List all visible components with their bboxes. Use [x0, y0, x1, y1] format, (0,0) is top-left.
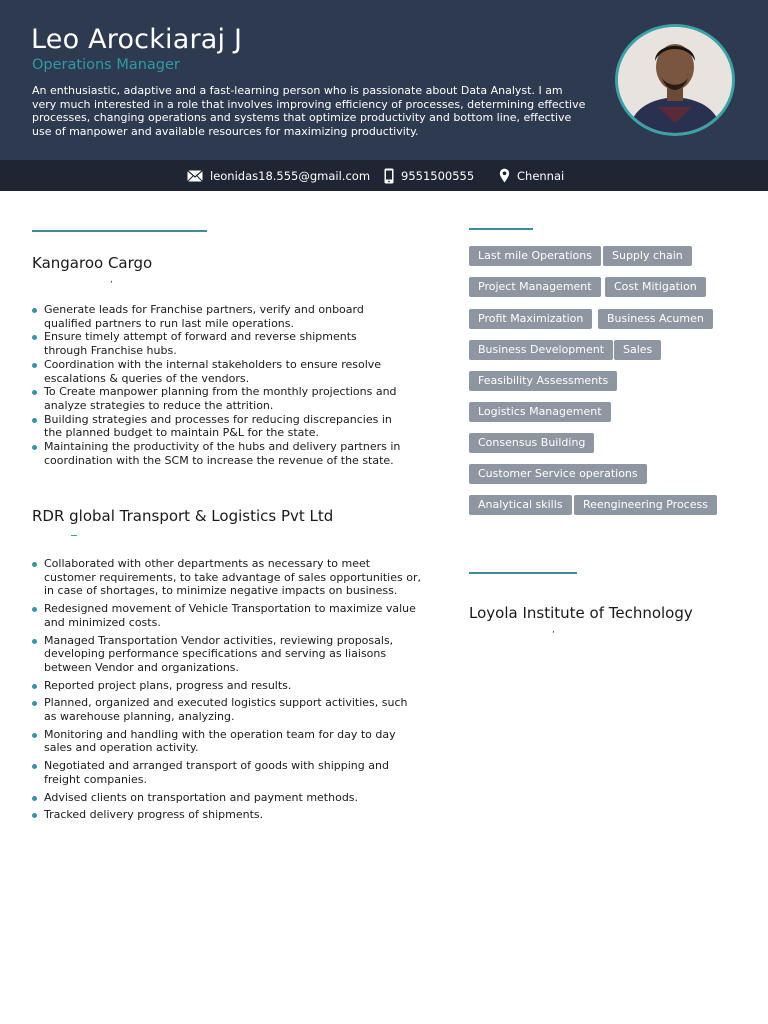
list-item: Generate leads for Franchise partners, verify and onboard qualified partners to run last mile operations.: [32, 303, 402, 330]
skill-chip: Consensus Building: [469, 433, 594, 453]
skills-section-rule: [469, 228, 533, 230]
location-text: Chennai: [517, 168, 565, 183]
list-item: Monitoring and handling with the operation team for day to day sales and operation activity.: [32, 728, 422, 755]
email-text: leonidas18.555@gmail.com: [210, 168, 371, 183]
list-item: Coordination with the internal stakeholders to ensure resolve escalations & queries of the vendors.: [32, 358, 402, 385]
skill-chip: Business Acumen: [598, 309, 713, 329]
contact-email[interactable]: [187, 160, 370, 191]
profile-summary: An enthusiastic, adaptive and a fast-learning person who is passionate about Data Analyst. I am very much interested in a role that involves improving efficiency of processes, determining effective processes, changing operations and systems that optimize productivity and bottom line, effective use of manpower and available resources for maximizing productivity.: [32, 84, 586, 138]
education-section-rule: [469, 572, 577, 574]
candidate-title: Operations Manager: [32, 57, 180, 73]
job-meta-dash: [71, 535, 77, 536]
location-pin-icon: [499, 168, 510, 183]
experience-section-rule: [32, 230, 207, 232]
skill-chip: Business Development: [469, 340, 613, 360]
contact-phone[interactable]: [384, 160, 474, 191]
list-item: Planned, organized and executed logistics support activities, such as warehouse planning, analyzing.: [32, 696, 422, 723]
skill-chip: Supply chain: [603, 246, 692, 266]
skill-chip: Profit Maximization: [469, 309, 592, 329]
candidate-name: Leo Arockiaraj J: [31, 24, 243, 55]
skill-chip: Customer Service operations: [469, 464, 647, 484]
skill-chip: Feasibility Assessments: [469, 371, 617, 391]
list-item: Redesigned movement of Vehicle Transportation to maximize value and minimized costs.: [32, 602, 422, 629]
profile-photo: [615, 24, 735, 136]
list-item: To Create manpower planning from the monthly projections and analyze strategies to reduce the attrition.: [32, 385, 402, 412]
list-item: Collaborated with other departments as necessary to meet customer requirements, to take advantage of sales opportunities or, in case of shortages, to minimize negative impacts on business.: [32, 557, 422, 598]
resume-header: [0, 0, 768, 160]
list-item: Negotiated and arranged transport of goods with shipping and freight companies.: [32, 759, 422, 786]
job-meta-separator: ,: [110, 275, 113, 285]
company-name: RDR global Transport & Logistics Pvt Ltd: [32, 507, 334, 525]
list-item: Reported project plans, progress and results.: [32, 679, 422, 693]
list-item: Tracked delivery progress of shipments.: [32, 808, 422, 822]
job-bullets: [32, 303, 402, 467]
skill-chip: Analytical skills: [469, 495, 572, 515]
phone-icon: [384, 168, 394, 184]
phone-text: 9551500555: [401, 168, 475, 183]
job-bullets: [32, 557, 422, 826]
contact-location: [499, 160, 564, 191]
envelope-icon: [187, 170, 203, 182]
list-item: Advised clients on transportation and payment methods.: [32, 791, 422, 805]
list-item: Building strategies and processes for reducing discrepancies in the planned budget to maintain P&L for the state.: [32, 413, 402, 440]
skill-chip: Reengineering Process: [574, 495, 717, 515]
skill-chip: Project Management: [469, 277, 601, 297]
company-name: Kangaroo Cargo: [32, 254, 153, 272]
education-meta-separator: ,: [552, 625, 555, 635]
skill-chip: Cost Mitigation: [605, 277, 706, 297]
list-item: Managed Transportation Vendor activities, reviewing proposals, developing performance specifications and serving as liaisons between Vendor and organizations.: [32, 634, 422, 675]
skill-chip: Sales: [614, 340, 661, 360]
list-item: Maintaining the productivity of the hubs and delivery partners in coordination with the SCM to increase the revenue of the state.: [32, 440, 402, 467]
skill-chip: Last mile Operations: [469, 246, 601, 266]
list-item: Ensure timely attempt of forward and reverse shipments through Franchise hubs.: [32, 330, 402, 357]
contact-bar: [0, 160, 768, 191]
education-institution: Loyola Institute of Technology: [469, 604, 693, 622]
person-portrait-icon: [618, 27, 732, 133]
skill-chip: Logistics Management: [469, 402, 611, 422]
